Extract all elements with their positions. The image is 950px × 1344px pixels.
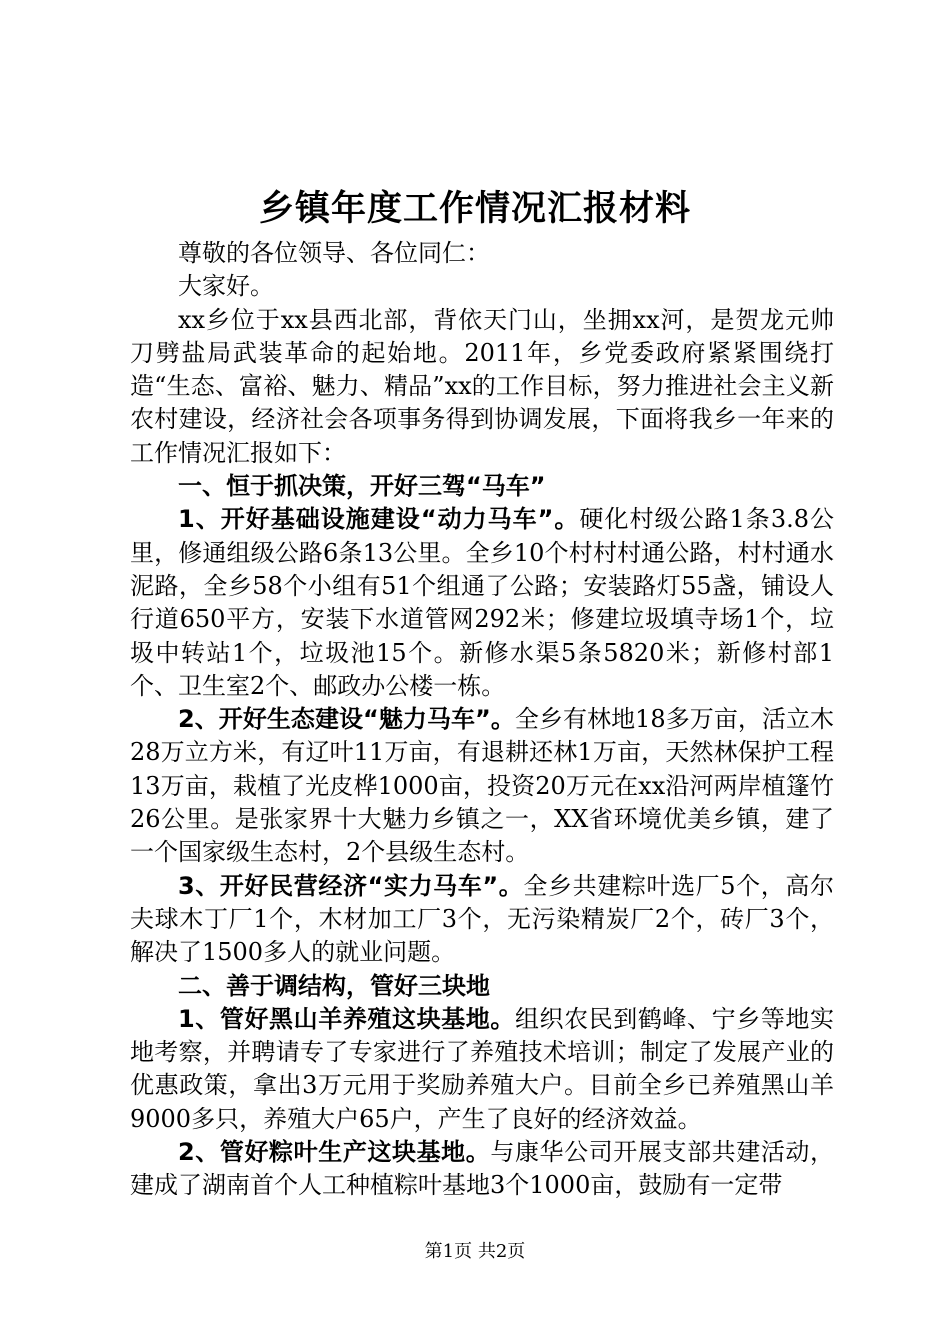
section-heading-text: 一、恒于抓决策，开好三驾“马车” (178, 472, 546, 501)
paragraph-text: 组织农民到鹤峰、宁乡等地实地考察，并聘请专了专家进行了养殖技术培训；制定了发展产业的优惠政策，拿出3万元用于奖励养殖大户。目前全乡已养殖黑山羊9000多只，养殖大户65户，产生了良好的经济效益。 (130, 1004, 834, 1133)
greeting: 大家好。 (178, 272, 274, 301)
paragraph-text: 与康华公司开展支部共建活动，建成了湖南首个人工种植粽叶基地3个1000亩，鼓励有一定带 (130, 1138, 835, 1200)
paragraph-lead: 1、管好黑山羊养殖这块基地。 (178, 1004, 515, 1033)
paragraph-lead: 2、管好粽叶生产这块基地。 (178, 1138, 491, 1167)
paragraph (130, 703, 834, 869)
section-heading-2 (130, 970, 834, 1003)
intro-paragraph: xx乡位于xx县西北部，背依天门山，坐拥xx河，是贺龙元帅刀劈盐局武装革命的起始地。2011年，乡党委政府紧紧围绕打造“生态、富裕、魅力、精品”xx的工作目标，努力推进社会主义新农村建设，经济社会各项事务得到协调发展，下面将我乡一年来的工作情况汇报如下： (130, 305, 834, 467)
salutation: 尊敬的各位领导、各位同仁： (178, 239, 490, 267)
paragraph (130, 1136, 834, 1203)
paragraph-lead: 1、开好基础设施建设“动力马车”。 (178, 505, 580, 534)
document-body (130, 237, 834, 1203)
paragraph-text: 全乡共建粽叶选厂5个，高尔夫球木丁厂1个，木材加工厂3个，无污染精炭厂2个，砖厂3个，解决了1500多人的就业问题。 (130, 871, 834, 967)
paragraph-lead: 3、开好民营经济“实力马车”。 (178, 871, 524, 900)
paragraph-lead: 2、开好生态建设“魅力马车”。 (178, 705, 515, 734)
paragraph (130, 870, 834, 970)
paragraph-text: 硬化村级公路1条3.8公里，修通组级公路6条13公里。全乡10个村村村通公路，村村通水泥路，全乡58个小组有51个组通了公路；安装路灯55盏，铺设人行道650平方，安装下水道管网292米；修建垃圾填寺场1个，垃圾中转站1个，垃圾池15个。新修水渠5条5820米；新修村部1个、卫生室2个、邮政办公楼一栋。 (130, 505, 834, 700)
page-footer: 第1页 共2页 (424, 1241, 526, 1262)
paragraph (130, 503, 834, 703)
paragraph (130, 1003, 834, 1136)
document-title: 乡镇年度工作情况汇报材料 (258, 189, 691, 229)
section-heading-1 (130, 470, 834, 503)
paragraph-text: 全乡有林地18多万亩，活立木28万立方米，有辽叶11万亩，有退耕还林1万亩，天然林保护工程13万亩，栽植了光皮桦1000亩，投资20万元在xx沿河两岸植篷竹26公里。是张家界十大魅力乡镇之一，XX省环境优美乡镇，建了一个国家级生态村，2个县级生态村。 (130, 705, 834, 867)
section-heading-text: 二、善于调结构，管好三块地 (178, 971, 490, 1000)
